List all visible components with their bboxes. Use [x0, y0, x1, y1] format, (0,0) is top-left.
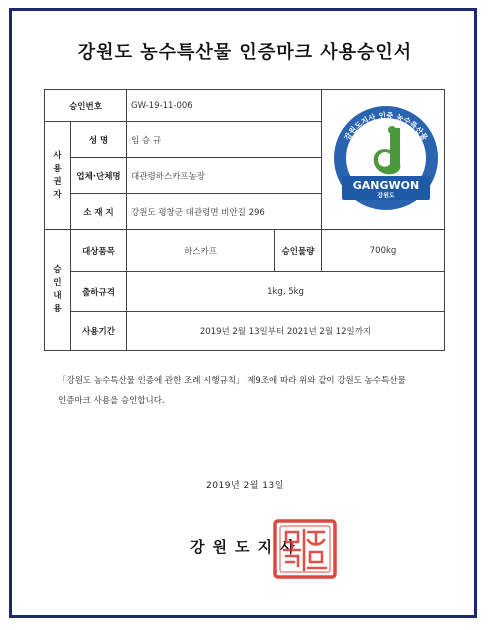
issue-date: 2019년 2월 13일 — [206, 481, 284, 491]
logo-sub-text: 강원도 — [377, 192, 395, 200]
name-label: 성 명 — [71, 122, 127, 158]
approval-number-value: GW-19-11-006 — [127, 90, 322, 122]
logo-brand-text: GANGWON — [352, 179, 420, 192]
period-label: 사용기간 — [71, 312, 127, 351]
approval-content-group-label: 승 인 내 용 — [45, 230, 71, 351]
official-seal — [272, 518, 338, 580]
item-label: 대상품목 — [71, 230, 127, 272]
spec-label: 출하규격 — [71, 272, 127, 312]
address-label: 소 재 지 — [71, 194, 127, 230]
company-value: 대관령하스카프농장 — [127, 158, 322, 194]
document-title: 강원도 농수특산물 인증마크 사용승인서 — [77, 42, 413, 63]
period-value: 2019년 2월 13일부터 2021년 2월 12일까지 — [127, 312, 445, 351]
approval-statement — [58, 371, 448, 411]
item-value: 하스카프 — [127, 230, 275, 272]
company-label: 업체·단체명 — [71, 158, 127, 194]
quantity-value: 700kg — [322, 230, 445, 272]
approval-number-label: 승인번호 — [45, 90, 127, 122]
spec-value: 1kg, 5kg — [127, 272, 445, 312]
issuer-name: 강원도지사 — [190, 538, 303, 556]
gangwon-certification-logo — [326, 98, 446, 218]
quantity-label: 승인물량 — [275, 230, 322, 272]
seal-stamp-icon — [272, 518, 338, 580]
name-value: 임 승 규 — [127, 122, 322, 158]
address-value: 강원도 평창군 대관령면 비안길 296 — [127, 194, 322, 230]
logo-cell — [322, 90, 445, 230]
approval-statement-line-2: 인증마크 사용을 승인합니다. — [58, 396, 165, 406]
approval-statement-line-1: 「강원도 농수특산물 인증에 관한 조례 시행규칙」 제9조에 따라 위와 같이 강원도 농수특산물 — [58, 376, 406, 386]
certificate-table — [44, 89, 445, 351]
logo-ring-text: 강원도지사 인증 농수특산물 — [342, 110, 430, 142]
applicant-group-label: 사 용 권 자 — [45, 122, 71, 230]
